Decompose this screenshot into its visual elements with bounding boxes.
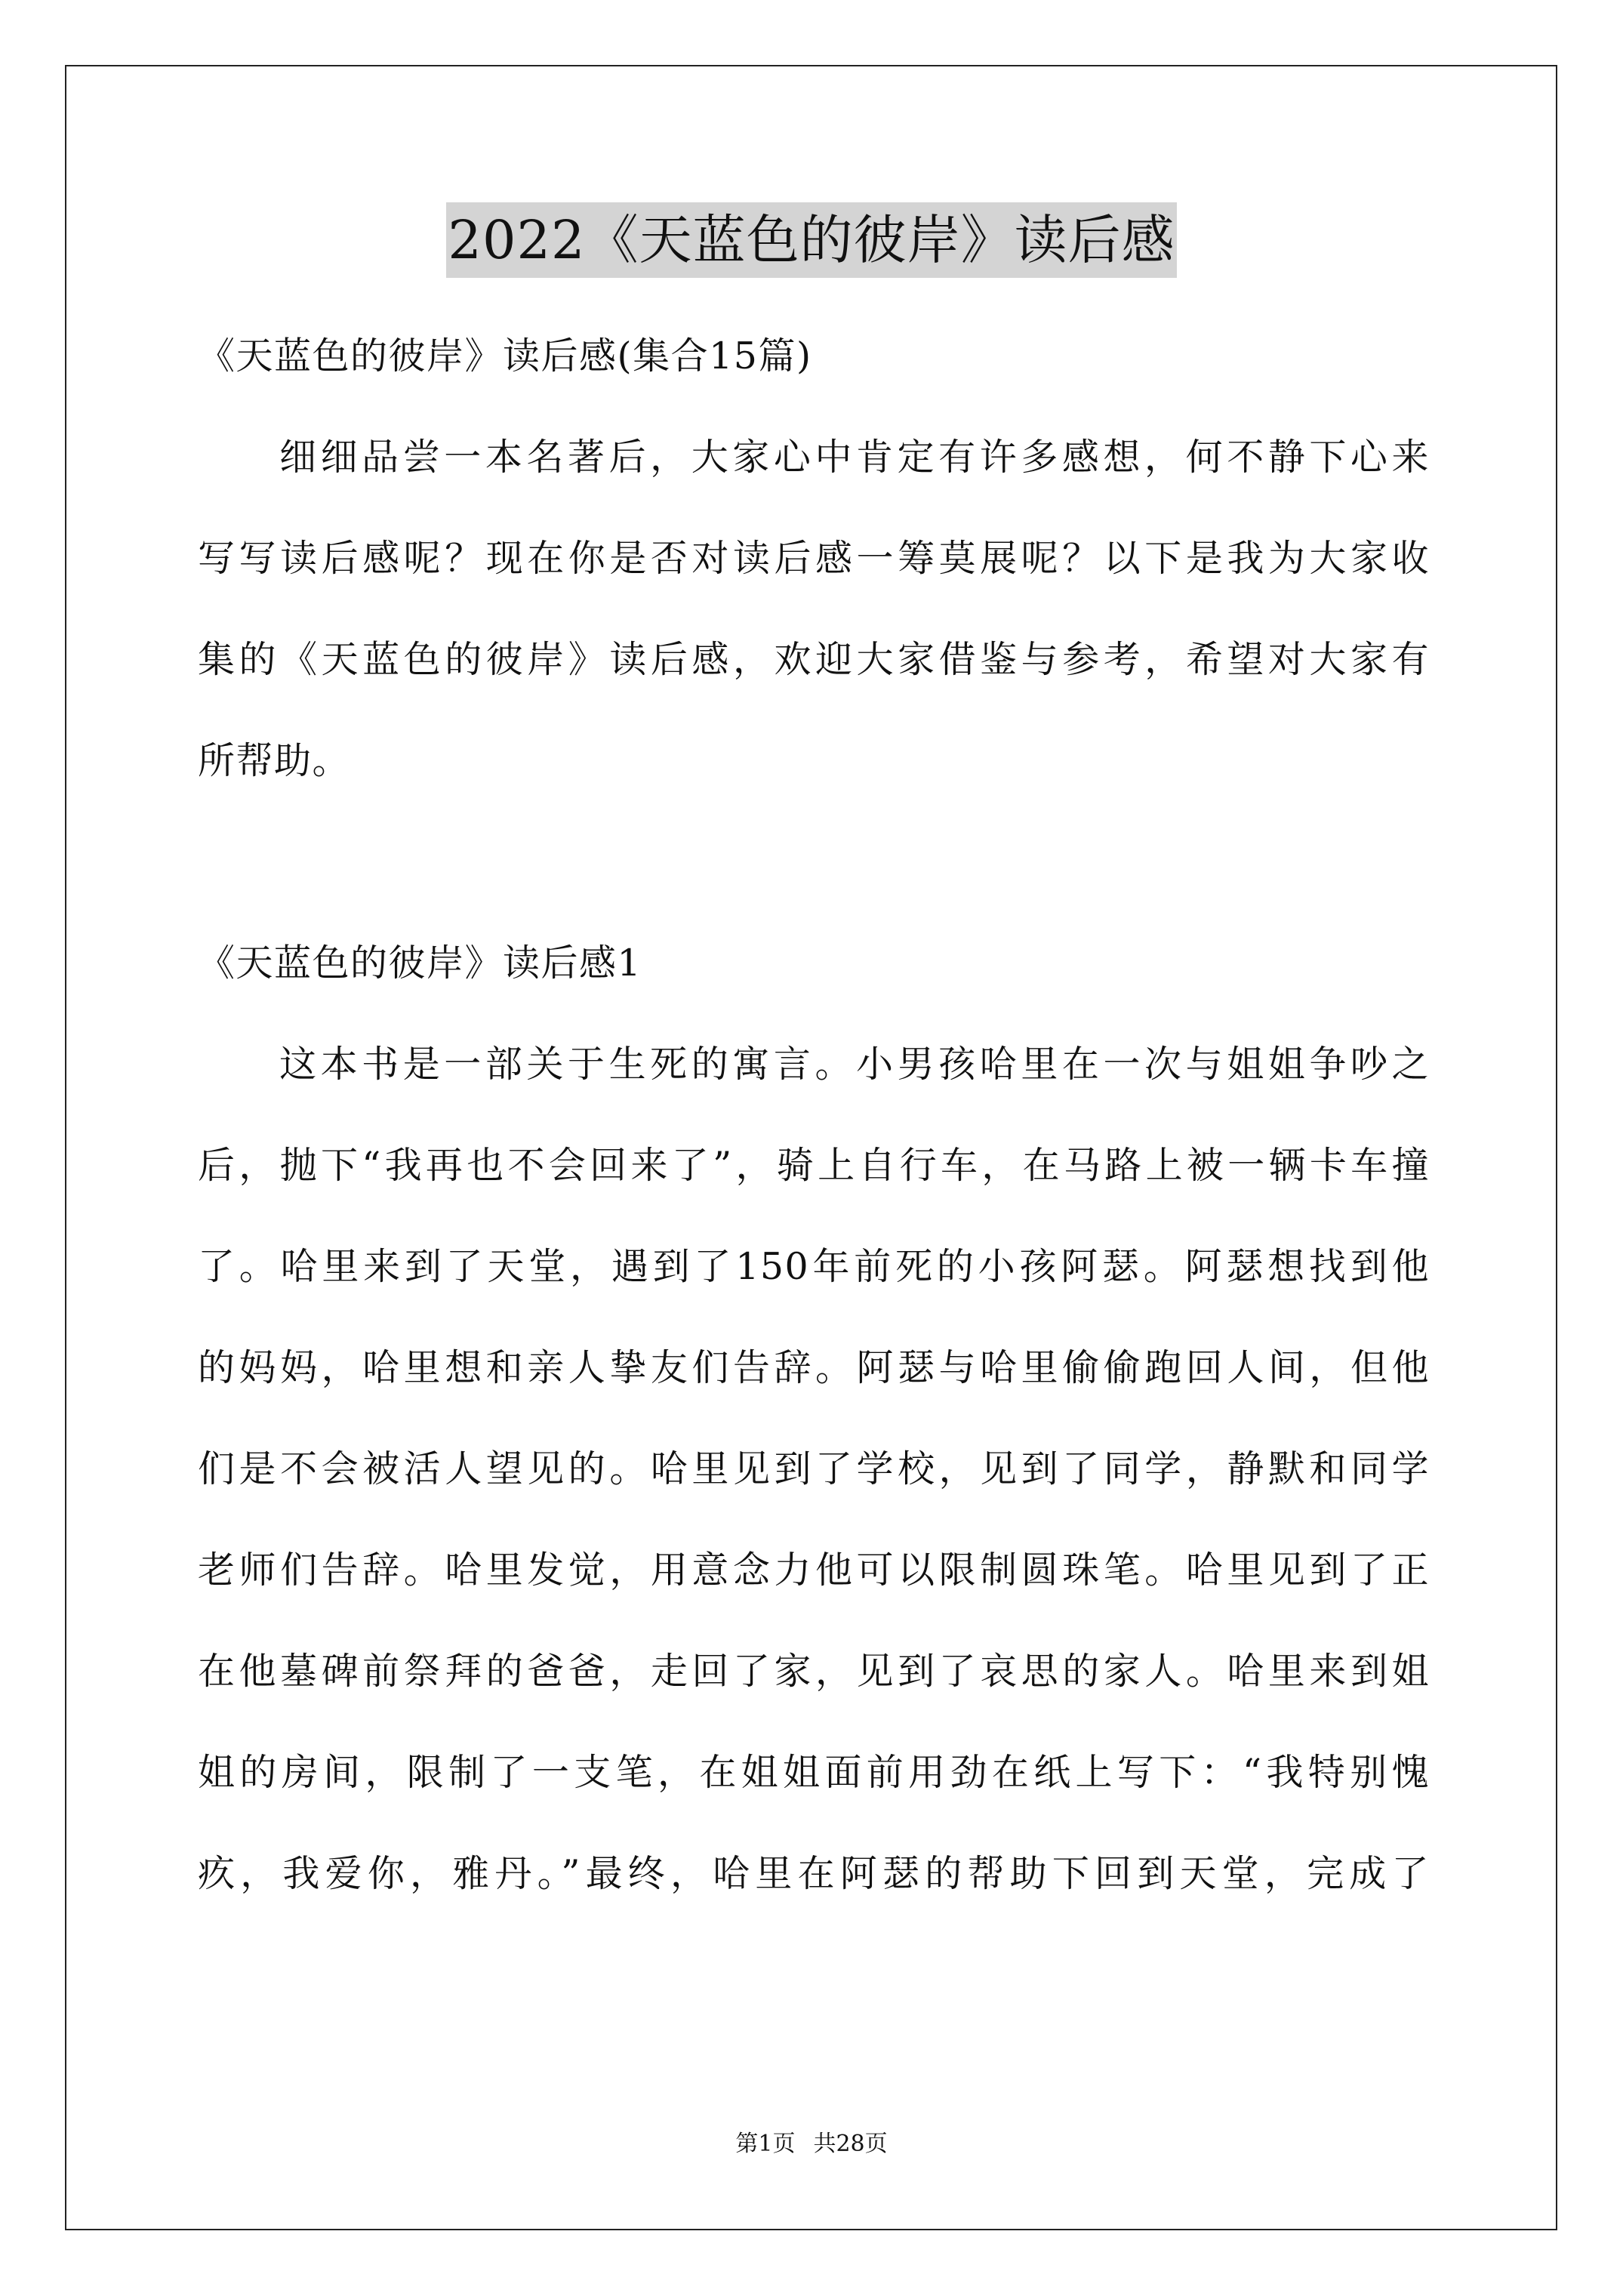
text-line: 疚，我爱你，雅丹。”最终，哈里在阿瑟的帮助下回到天堂，完成了 (198, 1852, 1430, 1895)
text-line: 在他墓碑前祭拜的爸爸，走回了家，见到了哀思的家人。哈里来到姐 (198, 1650, 1430, 1693)
text-line: 了。哈里来到了天堂，遇到了150年前死的小孩阿瑟。阿瑟想找到他 (198, 1245, 1430, 1288)
section-heading: 《天蓝色的彼岸》读后感1 (198, 942, 642, 985)
text-line: 细细品尝一本名著后，大家心中肯定有许多感想，何不静下心来 (279, 436, 1430, 479)
text-line: 们是不会被活人望见的。哈里见到了学校，见到了同学，静默和同学 (198, 1447, 1430, 1490)
text-line: 后，抛下“我再也不会回来了”，骑上自行车，在马路上被一辆卡车撞 (198, 1144, 1430, 1187)
text-line: 所帮助。 (198, 739, 351, 782)
document-subtitle: 《天蓝色的彼岸》读后感(集合15篇) (198, 334, 812, 378)
paragraph-gap (198, 812, 1430, 913)
text-line: 这本书是一部关于生死的寓言。小男孩哈里在一次与姐姐争吵之 (279, 1043, 1430, 1086)
title-container (0, 202, 1623, 278)
document-content (198, 306, 1430, 1925)
document-title: 2022《天蓝色的彼岸》读后感 (446, 202, 1176, 278)
text-line: 老师们告辞。哈里发觉，用意念力他可以限制圆珠笔。哈里见到了正 (198, 1549, 1430, 1592)
page-total: 共28页 (813, 2131, 888, 2157)
body-paragraph (198, 1014, 1430, 1925)
text-line: 的妈妈，哈里想和亲人挚友们告辞。阿瑟与哈里偷偷跑回人间，但他 (198, 1346, 1430, 1389)
text-line: 姐的房间，限制了一支笔，在姐姐面前用劲在纸上写下：“我特别愧 (198, 1751, 1430, 1794)
page-number: 第1页 (735, 2131, 796, 2157)
text-line: 集的《天蓝色的彼岸》读后感，欢迎大家借鉴与参考，希望对大家有 (198, 638, 1430, 681)
page-footer (0, 2129, 1623, 2159)
intro-paragraph (198, 407, 1430, 812)
text-line: 写写读后感呢？现在你是否对读后感一筹莫展呢？以下是我为大家收 (198, 537, 1430, 580)
